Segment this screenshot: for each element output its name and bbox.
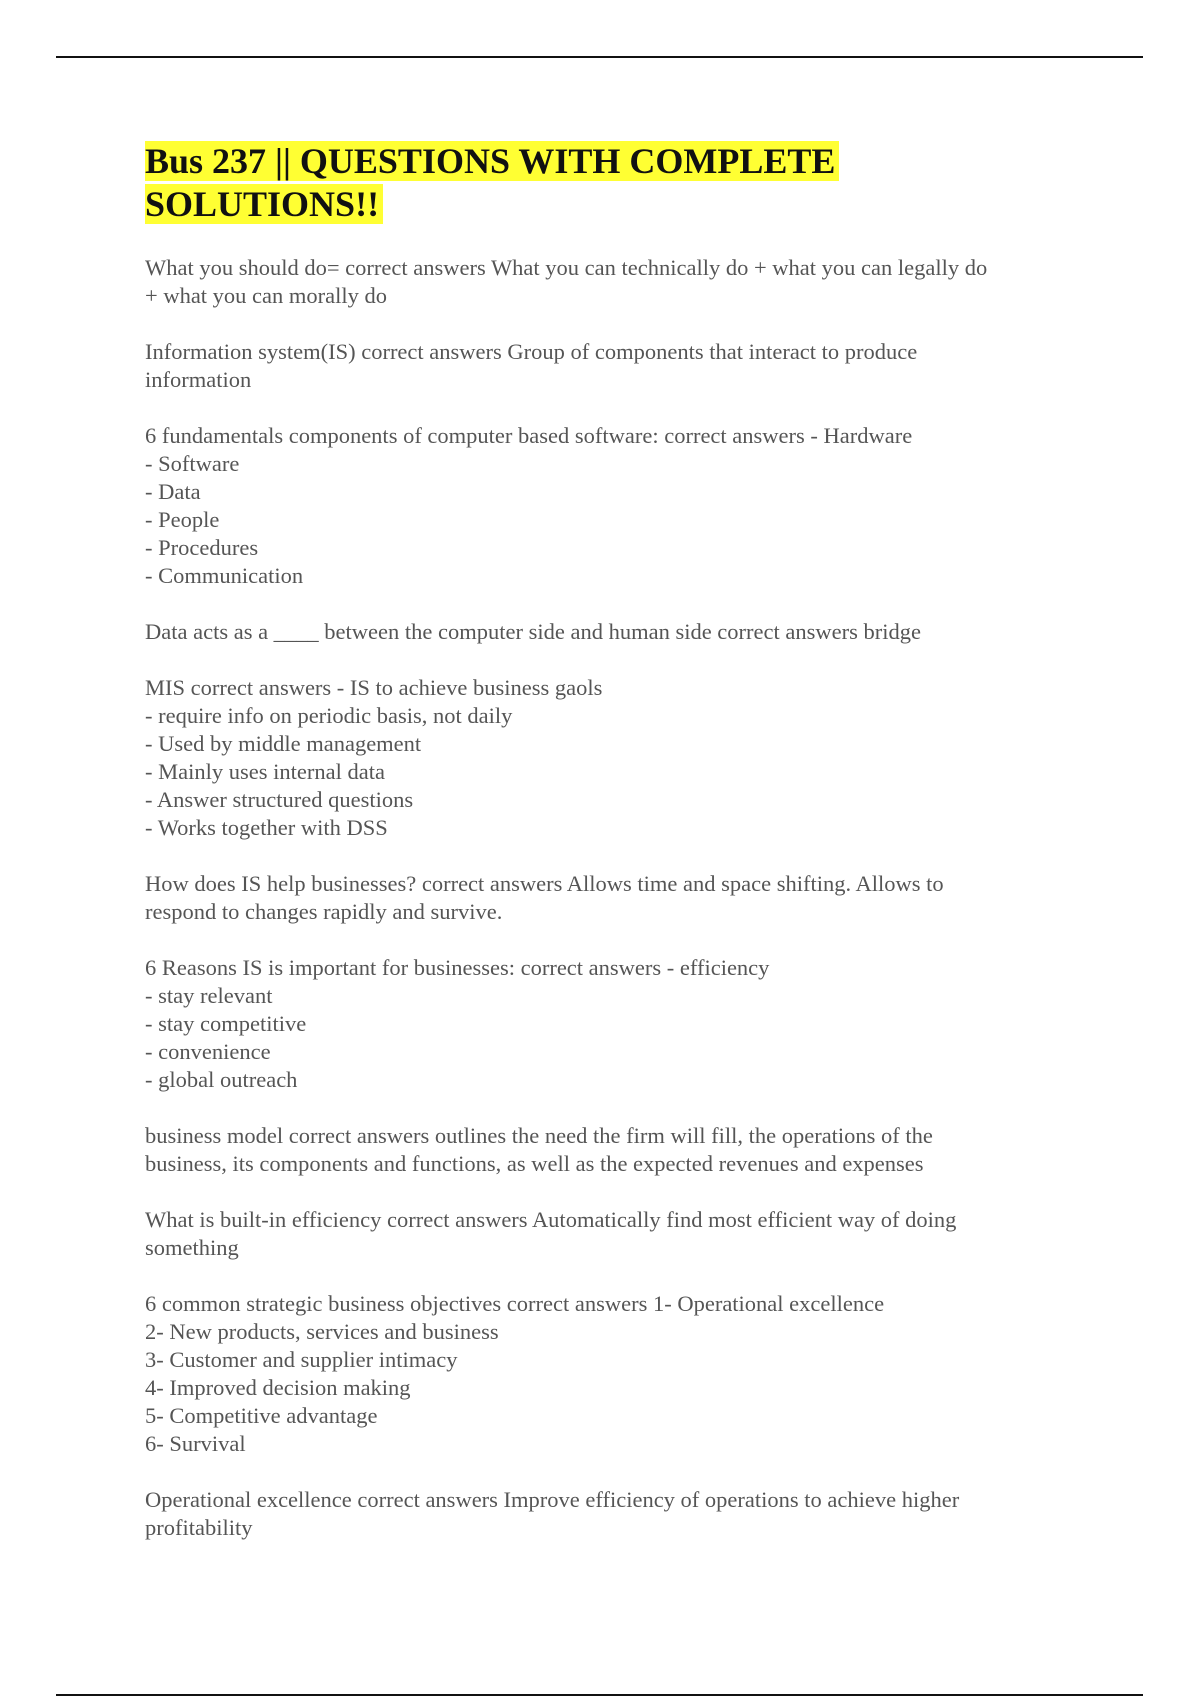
qa-text-line: Information system(IS) correct answers Group of components that interact to produce xyxy=(145,339,918,364)
qa-entry xyxy=(145,338,1075,394)
qa-text-line: business model correct answers outlines the need the firm will fill, the operations of the xyxy=(145,1123,933,1148)
qa-text-line: MIS correct answers - IS to achieve business gaols xyxy=(145,675,603,700)
page-top-rule xyxy=(56,56,1143,58)
qa-text-line: - People xyxy=(145,507,220,532)
qa-text-line: profitability xyxy=(145,1515,253,1540)
qa-text-line: - Mainly uses internal data xyxy=(145,759,385,784)
qa-text-line: 6 fundamentals components of computer based software: correct answers - Hardware xyxy=(145,423,913,448)
qa-entry xyxy=(145,674,1075,842)
qa-text-line: 3- Customer and supplier intimacy xyxy=(145,1347,458,1372)
qa-text-line: - Procedures xyxy=(145,535,259,560)
qa-text-line: How does IS help businesses? correct answers Allows time and space shifting. Allows to xyxy=(145,871,944,896)
qa-text-line: 6 common strategic business objectives correct answers 1- Operational excellence xyxy=(145,1291,885,1316)
qa-text-line: information xyxy=(145,367,252,392)
qa-entry xyxy=(145,1122,1075,1178)
qa-text-line: Operational excellence correct answers Improve efficiency of operations to achieve higher xyxy=(145,1487,960,1512)
qa-text-line: 5- Competitive advantage xyxy=(145,1403,378,1428)
qa-text-line: - Used by middle management xyxy=(145,731,422,756)
qa-entry xyxy=(145,1290,1075,1458)
qa-text-line: - Communication xyxy=(145,563,304,588)
document-title xyxy=(145,140,865,226)
qa-text-line: 6- Survival xyxy=(145,1431,246,1456)
qa-text-line: - Works together with DSS xyxy=(145,815,388,840)
qa-list xyxy=(145,254,1075,1542)
qa-text-line: - Software xyxy=(145,451,240,476)
qa-text-line: - convenience xyxy=(145,1039,271,1064)
qa-text-line: business, its components and functions, as well as the expected revenues and expenses xyxy=(145,1151,924,1176)
qa-text-line: - stay relevant xyxy=(145,983,273,1008)
qa-entry xyxy=(145,618,1075,646)
document-title-line-2: SOLUTIONS!! xyxy=(145,184,380,224)
qa-text-line: What you should do= correct answers What you can technically do + what you can legally do xyxy=(145,255,988,280)
qa-text-line: What is built-in efficiency correct answers Automatically find most efficient way of doing xyxy=(145,1207,957,1232)
page-bottom-rule xyxy=(56,1694,1143,1696)
document-title-line-1: Bus 237 || QUESTIONS WITH COMPLETE xyxy=(145,141,836,181)
qa-entry xyxy=(145,422,1075,590)
qa-text-line: - Data xyxy=(145,479,201,504)
qa-text-line: something xyxy=(145,1235,239,1260)
qa-entry xyxy=(145,1206,1075,1262)
qa-text-line: respond to changes rapidly and survive. xyxy=(145,899,503,924)
qa-text-line: - Answer structured questions xyxy=(145,787,414,812)
qa-text-line: 6 Reasons IS is important for businesses: correct answers - efficiency xyxy=(145,955,770,980)
qa-entry xyxy=(145,1486,1075,1542)
qa-text-line: - global outreach xyxy=(145,1067,298,1092)
qa-text-line: 4- Improved decision making xyxy=(145,1375,411,1400)
document-body xyxy=(145,140,1075,1570)
qa-entry xyxy=(145,870,1075,926)
qa-text-line: - stay competitive xyxy=(145,1011,307,1036)
qa-entry xyxy=(145,254,1075,310)
qa-text-line: Data acts as a ____ between the computer side and human side correct answers bridge xyxy=(145,619,921,644)
qa-text-line: - require info on periodic basis, not daily xyxy=(145,703,513,728)
qa-text-line: + what you can morally do xyxy=(145,283,388,308)
qa-entry xyxy=(145,954,1075,1094)
qa-text-line: 2- New products, services and business xyxy=(145,1319,499,1344)
